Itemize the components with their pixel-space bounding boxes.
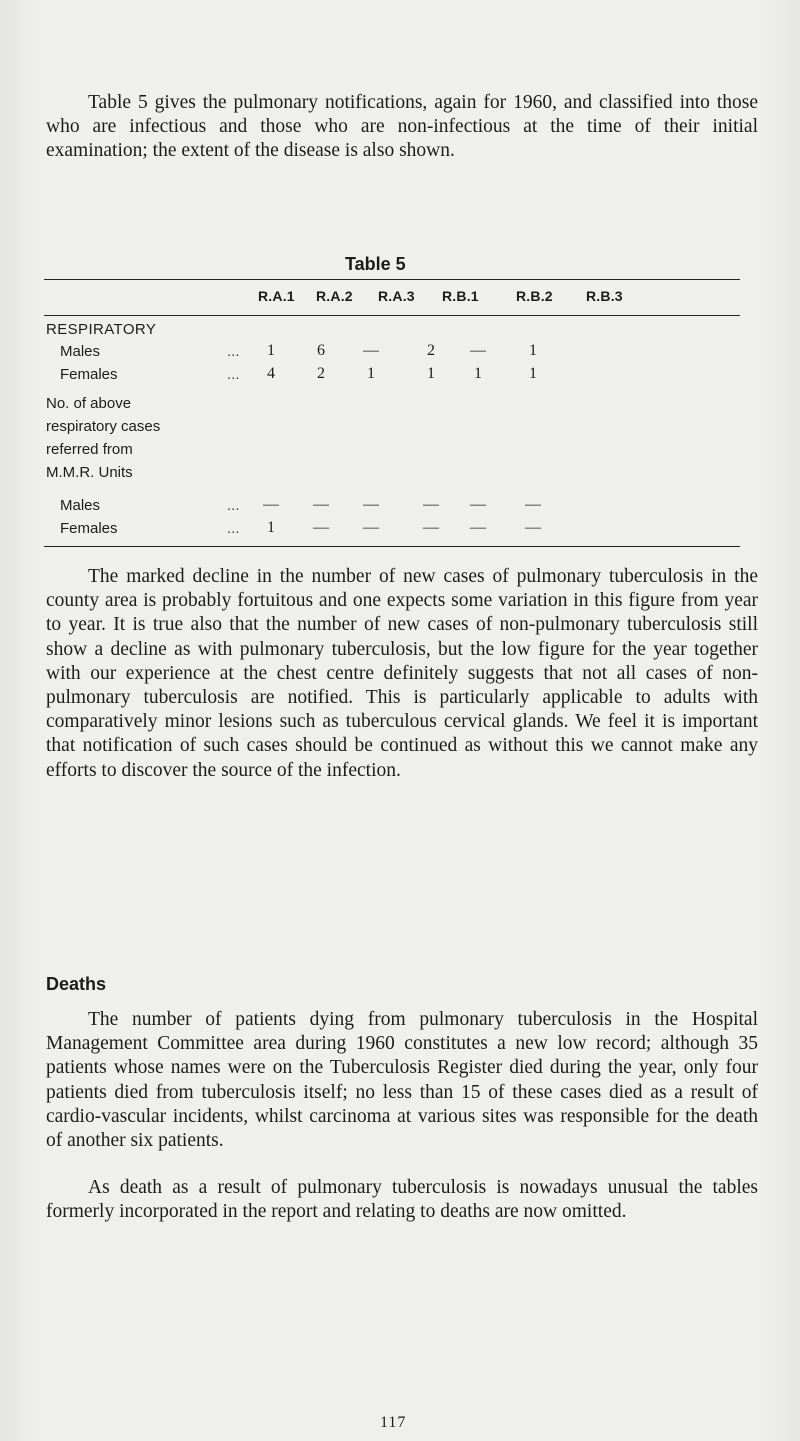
table-cell: 2 bbox=[317, 365, 325, 382]
section-heading-line: respiratory cases bbox=[46, 418, 161, 435]
column-header-ra3: R.A.3 bbox=[378, 288, 415, 304]
table-cell: 1 bbox=[267, 342, 275, 359]
deaths-heading: Deaths bbox=[46, 974, 107, 994]
table-cell: — bbox=[423, 519, 439, 536]
row-label: Males bbox=[60, 343, 101, 360]
table-cell: 2 bbox=[427, 342, 435, 359]
table-cell: 1 bbox=[367, 365, 375, 382]
table-cell: — bbox=[470, 496, 486, 513]
row-label: Females bbox=[60, 366, 118, 383]
table-cell: — bbox=[363, 342, 379, 359]
column-header-ra1: R.A.1 bbox=[258, 288, 295, 304]
table-header-rule bbox=[44, 315, 740, 316]
table-cell: 1 bbox=[529, 342, 537, 359]
dot-leader: ... bbox=[227, 343, 240, 360]
table-cell: — bbox=[470, 519, 486, 536]
intro-paragraph: Table 5 gives the pulmonary notifications, again for 1960, and classified into those who are infectious and those who are non-infectious at the time of their initial examination; the extent of the disease is also shown. bbox=[46, 92, 758, 162]
table-cell: 1 bbox=[267, 519, 275, 536]
table-cell: — bbox=[525, 519, 541, 536]
dot-leader: ... bbox=[227, 497, 240, 514]
row-label: Males bbox=[60, 497, 101, 514]
table-cell: — bbox=[363, 519, 379, 536]
table-top-rule bbox=[44, 279, 740, 280]
table-cell: — bbox=[313, 496, 329, 513]
paragraph-decline: The marked decline in the number of new cases of pulmonary tuberculosis in the county area is probably fortuitous and one expects some variation in this figure from year to year. It is true also that the number of new cases of non-pulmonary tuberculosis still show a decline as with pulmonary tuberculosis, but the low figure for the year together with our experience at the chest centre definitely suggests that not all cases of non-pulmonary tuberculosis are notified. This is particularly applicable to adults with comparatively minor lesions such as tuberculous cervical glands. We feel it is important that notification of such cases should be continued as without this we cannot make any efforts to discover the source of the infection. bbox=[46, 566, 758, 781]
table-cell: 6 bbox=[317, 342, 325, 359]
dot-leader: ... bbox=[227, 520, 240, 537]
column-header-ra2: R.A.2 bbox=[316, 288, 353, 304]
table-cell: — bbox=[470, 342, 486, 359]
table-bottom-rule bbox=[44, 546, 740, 547]
section-heading-line: No. of above bbox=[46, 395, 132, 412]
paragraph-omitted: As death as a result of pulmonary tuberculosis is nowadays unusual the tables formerly incorporated in the report and relating to deaths are now omitted. bbox=[46, 1177, 758, 1223]
table-cell: — bbox=[263, 496, 279, 513]
column-header-rb2: R.B.2 bbox=[516, 288, 553, 304]
section-heading-respiratory: RESPIRATORY bbox=[46, 321, 157, 338]
table-caption: Table 5 bbox=[345, 254, 406, 274]
column-header-rb3: R.B.3 bbox=[586, 288, 623, 304]
table-cell: 1 bbox=[474, 365, 482, 382]
table-cell: 4 bbox=[267, 365, 275, 382]
dot-leader: ... bbox=[227, 366, 240, 383]
paragraph-deaths: The number of patients dying from pulmonary tuberculosis in the Hospital Management Committee area during 1960 constitutes a new low record; although 35 patients whose names were on the Tuberculosis Register died during the year, only four patients died from tuberculosis itself; no less than 15 of these cases died as a result of cardio-vascular incidents, whilst carcinoma at various sites was responsible for the death of another six patients. bbox=[46, 1009, 758, 1152]
section-heading-line: referred from bbox=[46, 441, 133, 458]
table-cell: 1 bbox=[529, 365, 537, 382]
page-number: 117 bbox=[380, 1414, 407, 1431]
table-cell: — bbox=[423, 496, 439, 513]
column-header-rb1: R.B.1 bbox=[442, 288, 479, 304]
table-cell: 1 bbox=[427, 365, 435, 382]
table-cell: — bbox=[525, 496, 541, 513]
table-cell: — bbox=[313, 519, 329, 536]
section-heading-line: M.M.R. Units bbox=[46, 464, 133, 481]
row-label: Females bbox=[60, 520, 118, 537]
table-cell: — bbox=[363, 496, 379, 513]
